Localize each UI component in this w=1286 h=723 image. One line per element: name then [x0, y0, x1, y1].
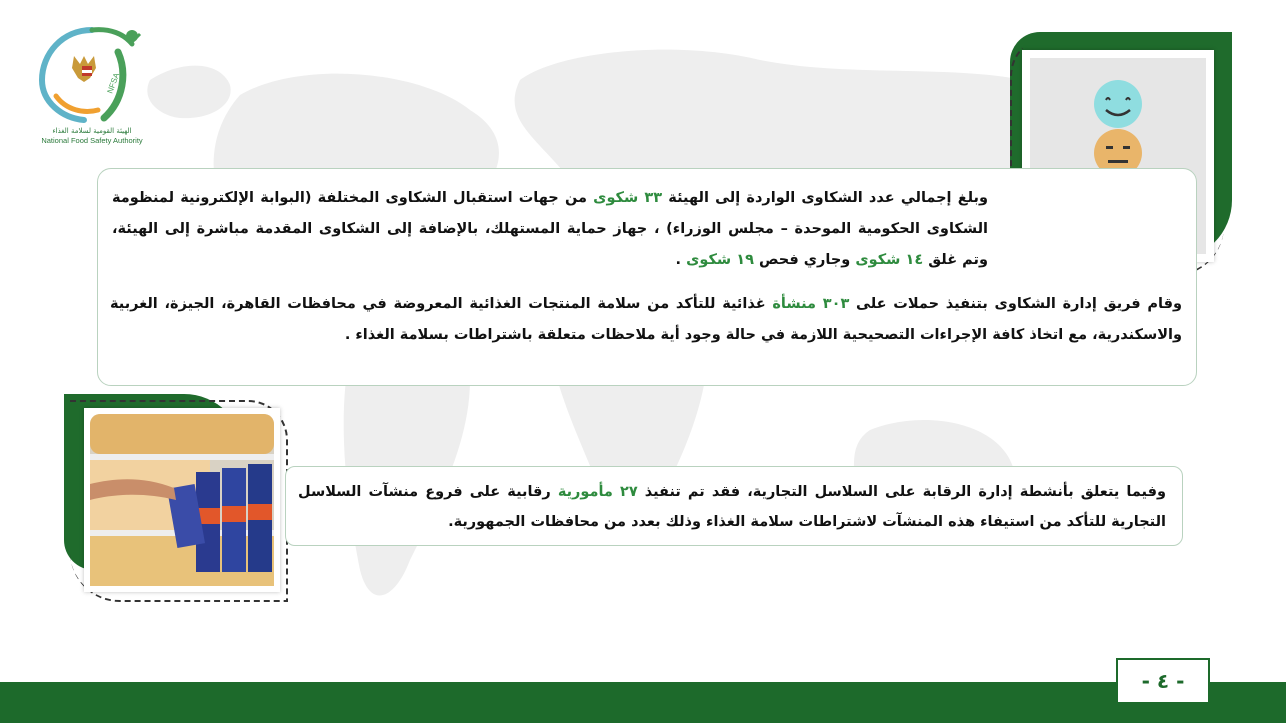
logo-badge: NFSA — [105, 71, 122, 95]
complaints-summary-card — [97, 168, 1197, 386]
campaigns-paragraph — [110, 289, 1182, 351]
text-segment: . — [675, 252, 687, 268]
text-segment: من جهات استقبال الشكاوى المختلفة (البوابة الإلكترونية لمنظومة الشكاوى الحكومية الموحدة – مجلس الوزراء) ، جهاز حماية المستهلك، بالإضافة إلى الشكاوى المقدمة مباشرة إلى الهيئة، وتم غلق — [112, 190, 988, 268]
page-number: - ٤ - — [1116, 658, 1210, 704]
text-segment: وقام فريق إدارة الشكاوى بتنفيذ حملات على — [849, 296, 1182, 312]
closed-complaints-highlight: ١٤ شكوى — [855, 252, 924, 268]
logo-english-name: National Food Safety Authority — [41, 136, 143, 145]
nfsa-logo-emblem — [32, 22, 152, 127]
chain-stores-card — [285, 466, 1183, 546]
text-segment: غذائية للتأكد من سلامة المنتجات الغذائية المعروضة في محافظات القاهرة، الجيزة، الغربية والاسكندرية، مع اتخاذ كافة الإجراءات التصحيحية اللازمة في حالة وجود أية ملاحظات متعلقة باشتراطات بسلامة الغذاء . — [110, 296, 1182, 343]
text-segment: وبلغ إجمالي عدد الشكاوى الواردة إلى الهيئة — [662, 190, 988, 206]
chain-stores-paragraph — [298, 477, 1166, 537]
facilities-count-highlight: ٣٠٣ منشأة — [772, 296, 850, 312]
footer-bar — [0, 682, 1286, 723]
text-segment: وفيما يتعلق بأنشطة إدارة الرقابة على السلاسل التجارية، فقد تم تنفيذ — [637, 484, 1166, 500]
logo-arabic-name: الهيئة القومية لسلامة الغذاء — [52, 127, 132, 135]
missions-count-highlight: ٢٧ مأمورية — [557, 484, 638, 500]
text-segment: رقابية على فروع منشآت السلاسل التجارية للتأكد من استيفاء هذه المنشآت لاشتراطات سلامة الغذاء وذلك بعدد من محافظات الجمهورية. — [298, 484, 1166, 530]
total-complaints-highlight: ٣٣ شكوى — [593, 190, 663, 206]
supermarket-photo-frame — [84, 408, 280, 592]
supermarket-shelf-image — [84, 408, 280, 592]
nfsa-logo — [32, 22, 152, 152]
text-segment: وجاري فحص — [753, 252, 856, 268]
complaints-paragraph — [112, 183, 988, 276]
pending-complaints-highlight: ١٩ شكوى — [686, 252, 754, 268]
